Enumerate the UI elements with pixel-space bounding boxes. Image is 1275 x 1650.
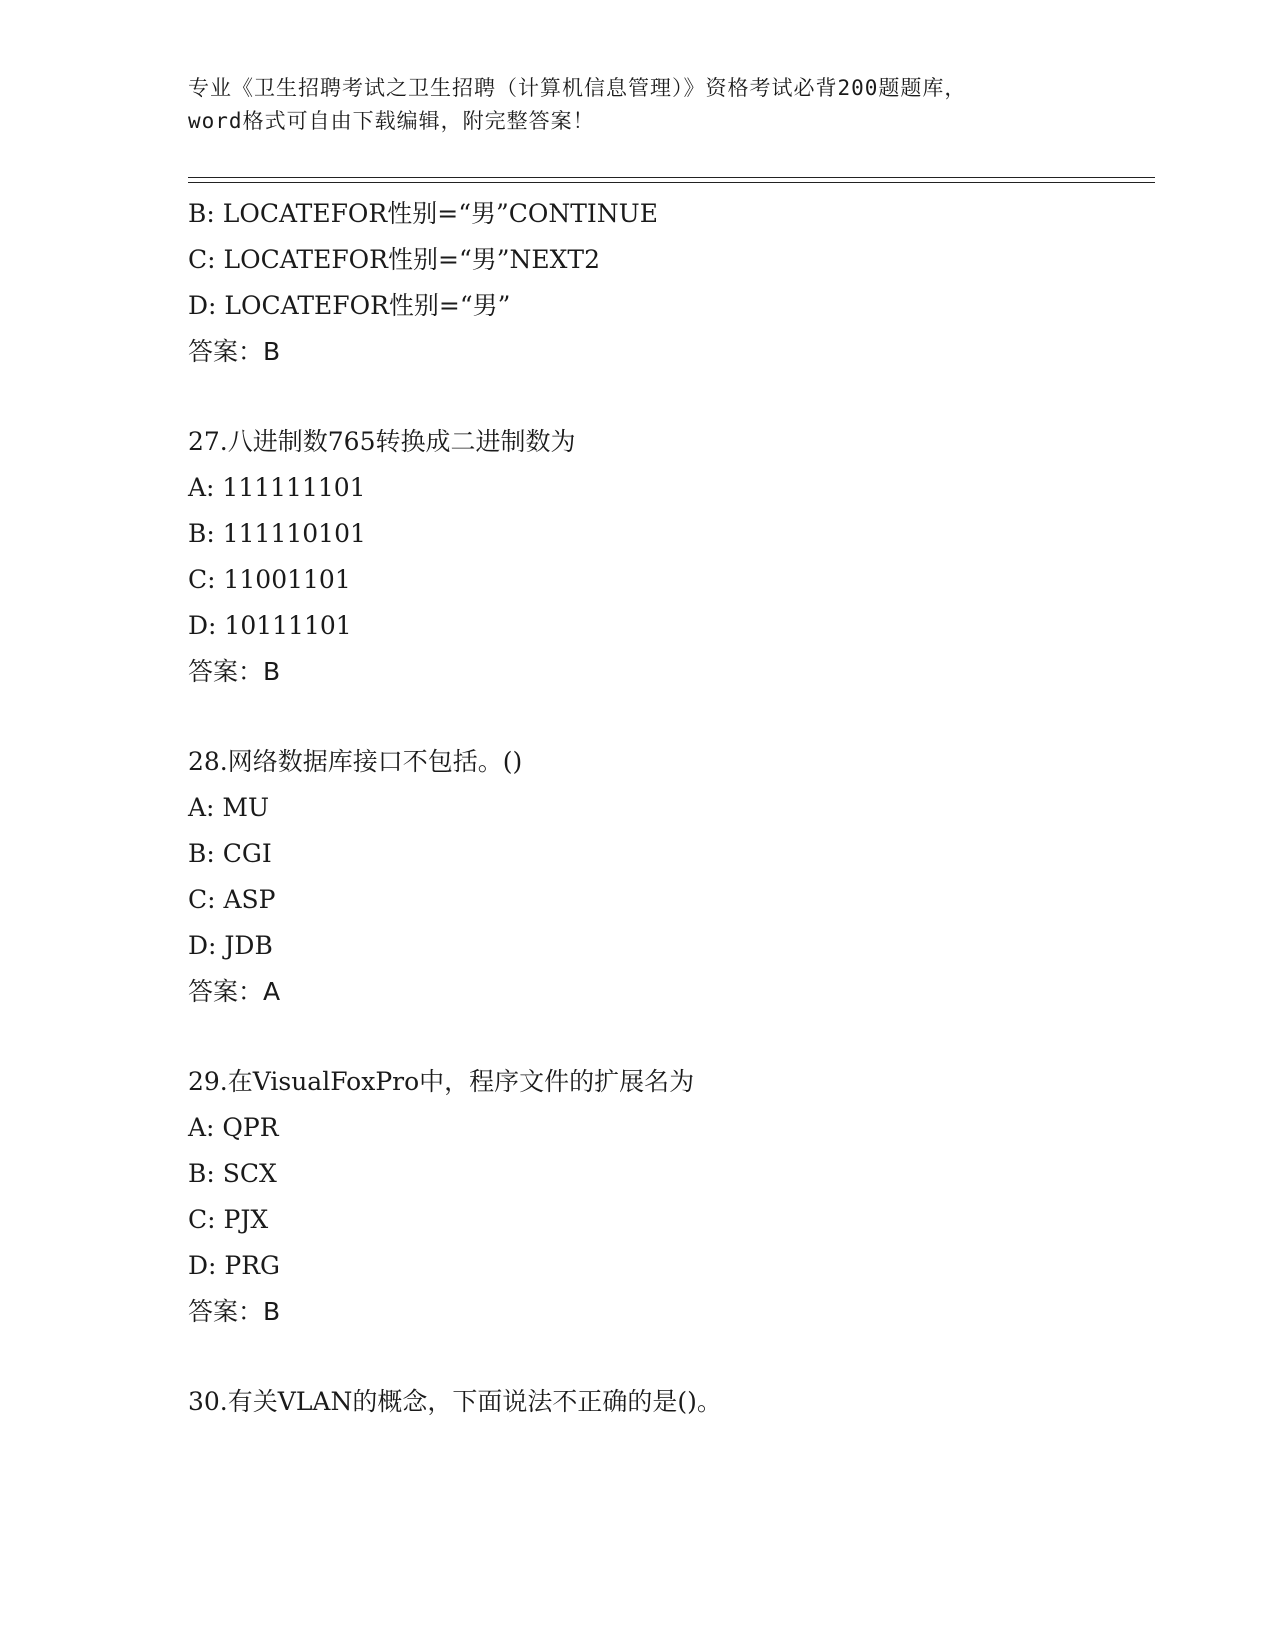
option-d: D: JDB (188, 931, 273, 960)
option-c: C: ASP (188, 885, 276, 914)
option-a: A: 111111101 (188, 473, 366, 502)
answer-label: 答案：B (188, 657, 281, 686)
answer-label: 答案：B (188, 337, 281, 366)
question-block-29 (188, 1059, 1168, 1335)
header-line-1: 专业《卫生招聘考试之卫生招聘（计算机信息管理）》资格考试必背200题题库， (188, 76, 967, 100)
answer-label: 答案：A (188, 977, 281, 1006)
option-d: D: LOCATEFOR性别=“男” (188, 291, 511, 320)
question-stem: 29.在VisualFoxPro中，程序文件的扩展名为 (188, 1067, 695, 1096)
answer-label: 答案：B (188, 1297, 281, 1326)
option-c: C: LOCATEFOR性别=“男”NEXT2 (188, 245, 601, 274)
question-block-28 (188, 739, 1168, 1015)
option-d: D: 10111101 (188, 611, 352, 640)
question-block-30 (188, 1379, 1168, 1425)
option-a: A: MU (188, 793, 270, 822)
option-b: B: SCX (188, 1159, 277, 1188)
option-b: B: CGI (188, 839, 272, 868)
question-stem: 30.有关VLAN的概念，下面说法不正确的是()。 (188, 1387, 722, 1416)
header-line-2: word格式可自由下载编辑，附完整答案！ (188, 109, 595, 133)
header-divider-top (188, 177, 1155, 178)
option-c: C: PJX (188, 1205, 269, 1234)
document-header (188, 72, 1088, 138)
option-d: D: PRG (188, 1251, 281, 1280)
option-c: C: 11001101 (188, 565, 351, 594)
option-b: B: LOCATEFOR性别=“男”CONTINUE (188, 199, 658, 228)
spacer (188, 695, 1168, 739)
question-list (188, 191, 1168, 1425)
spacer (188, 1335, 1168, 1379)
question-block-27 (188, 419, 1168, 695)
question-stem: 27.八进制数765转换成二进制数为 (188, 427, 576, 456)
question-stem: 28.网络数据库接口不包括。() (188, 747, 523, 776)
header-divider-bottom (188, 182, 1155, 183)
question-block-prev (188, 191, 1168, 375)
spacer (188, 1015, 1168, 1059)
option-b: B: 111110101 (188, 519, 366, 548)
option-a: A: QPR (188, 1113, 279, 1142)
spacer (188, 375, 1168, 419)
